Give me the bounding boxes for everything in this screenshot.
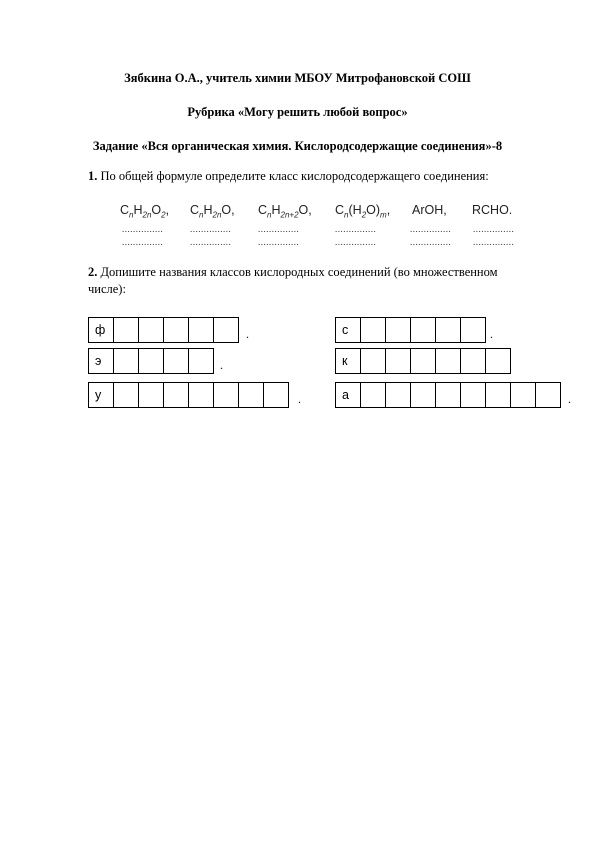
question-1-number: 1. [88, 169, 98, 183]
answer-blank[interactable]: ............... [473, 224, 515, 234]
word-grid-acids [335, 348, 511, 374]
word-grid-carbohydrates [88, 382, 289, 408]
grid-letter-cell[interactable] [385, 348, 411, 374]
answer-blank[interactable]: ............... [190, 224, 232, 234]
word-grid-phenols [88, 317, 239, 343]
word-grid-ethers [88, 348, 214, 374]
grid-letter-cell[interactable] [435, 317, 461, 343]
grid-letter-cell[interactable] [485, 382, 511, 408]
grid-letter-cell[interactable] [410, 348, 436, 374]
grid-letter-cell[interactable] [385, 382, 411, 408]
grid-first-letter: ф [88, 317, 114, 343]
answer-blank[interactable]: ............... [335, 237, 377, 247]
row-end-mark: . [568, 392, 571, 406]
row-end-mark: . [220, 358, 223, 372]
grid-letter-cell[interactable] [460, 348, 486, 374]
grid-letter-cell[interactable] [138, 382, 164, 408]
rubric-title: Рубрика «Могу решить любой вопрос» [187, 105, 408, 119]
grid-first-letter: а [335, 382, 361, 408]
grid-letter-cell[interactable] [263, 382, 289, 408]
formula-acid: $C_nH_{2n}O_2$, [120, 203, 170, 220]
formula-alcohol: $C_nH_{2n+2}O$, [258, 203, 312, 220]
grid-letter-cell[interactable] [435, 348, 461, 374]
answer-blank[interactable]: ............... [122, 224, 164, 234]
question-2-number: 2. [88, 265, 98, 279]
answer-blank[interactable]: ............... [410, 224, 452, 234]
question-2-text: Допишите названия классов кислородных соединений (во множественном [97, 265, 498, 279]
grid-letter-cell[interactable] [360, 348, 386, 374]
answer-blank[interactable]: ............... [410, 237, 452, 247]
question-1 [88, 169, 489, 184]
task-title: Задание «Вся органическая химия. Кислородсодержащие соединения»-8 [92, 139, 503, 153]
grid-letter-cell[interactable] [213, 382, 239, 408]
formula-rcho: RCHO. [472, 203, 513, 217]
grid-letter-cell[interactable] [435, 382, 461, 408]
question-2-continued: числе): [88, 282, 126, 296]
grid-letter-cell[interactable] [213, 317, 239, 343]
row-end-mark: . [298, 392, 301, 406]
grid-letter-cell[interactable] [113, 348, 139, 374]
row-end-mark: . [490, 327, 493, 341]
answer-blank[interactable]: ............... [258, 224, 300, 234]
answer-blank[interactable]: ............... [473, 237, 515, 247]
formula-aldehyde: $C_nH_{2n}O$, [190, 203, 235, 220]
grid-letter-cell[interactable] [138, 348, 164, 374]
grid-letter-cell[interactable] [113, 317, 139, 343]
answer-blank[interactable]: ............... [258, 237, 300, 247]
author-line: Зябкина О.А., учитель химии МБОУ Митрофановской СОШ [124, 71, 471, 85]
grid-letter-cell[interactable] [460, 317, 486, 343]
grid-letter-cell[interactable] [163, 382, 189, 408]
word-grid-aldehydes [335, 382, 561, 408]
answer-blank[interactable]: ............... [190, 237, 232, 247]
grid-letter-cell[interactable] [163, 317, 189, 343]
grid-letter-cell[interactable] [138, 317, 164, 343]
grid-letter-cell[interactable] [188, 382, 214, 408]
formula-phenol: ArOH, [412, 203, 447, 217]
grid-letter-cell[interactable] [360, 382, 386, 408]
grid-letter-cell[interactable] [460, 382, 486, 408]
word-grid-alcohols [335, 317, 486, 343]
formula-carbohydrate: $C_n(H_2O)_m$, [335, 203, 391, 220]
question-2 [88, 265, 498, 280]
answer-blank[interactable]: ............... [335, 224, 377, 234]
grid-letter-cell[interactable] [360, 317, 386, 343]
grid-letter-cell[interactable] [510, 382, 536, 408]
grid-letter-cell[interactable] [410, 317, 436, 343]
row-end-mark: . [246, 327, 249, 341]
grid-letter-cell[interactable] [385, 317, 411, 343]
grid-letter-cell[interactable] [238, 382, 264, 408]
grid-first-letter: с [335, 317, 361, 343]
grid-letter-cell[interactable] [188, 317, 214, 343]
grid-letter-cell[interactable] [113, 382, 139, 408]
grid-letter-cell[interactable] [535, 382, 561, 408]
answer-blank[interactable]: ............... [122, 237, 164, 247]
grid-first-letter: э [88, 348, 114, 374]
grid-letter-cell[interactable] [188, 348, 214, 374]
grid-first-letter: у [88, 382, 114, 408]
grid-letter-cell[interactable] [410, 382, 436, 408]
grid-letter-cell[interactable] [163, 348, 189, 374]
grid-letter-cell[interactable] [485, 348, 511, 374]
question-1-text: По общей формуле определите класс кислородсодержащего соединения: [97, 169, 489, 183]
grid-first-letter: к [335, 348, 361, 374]
